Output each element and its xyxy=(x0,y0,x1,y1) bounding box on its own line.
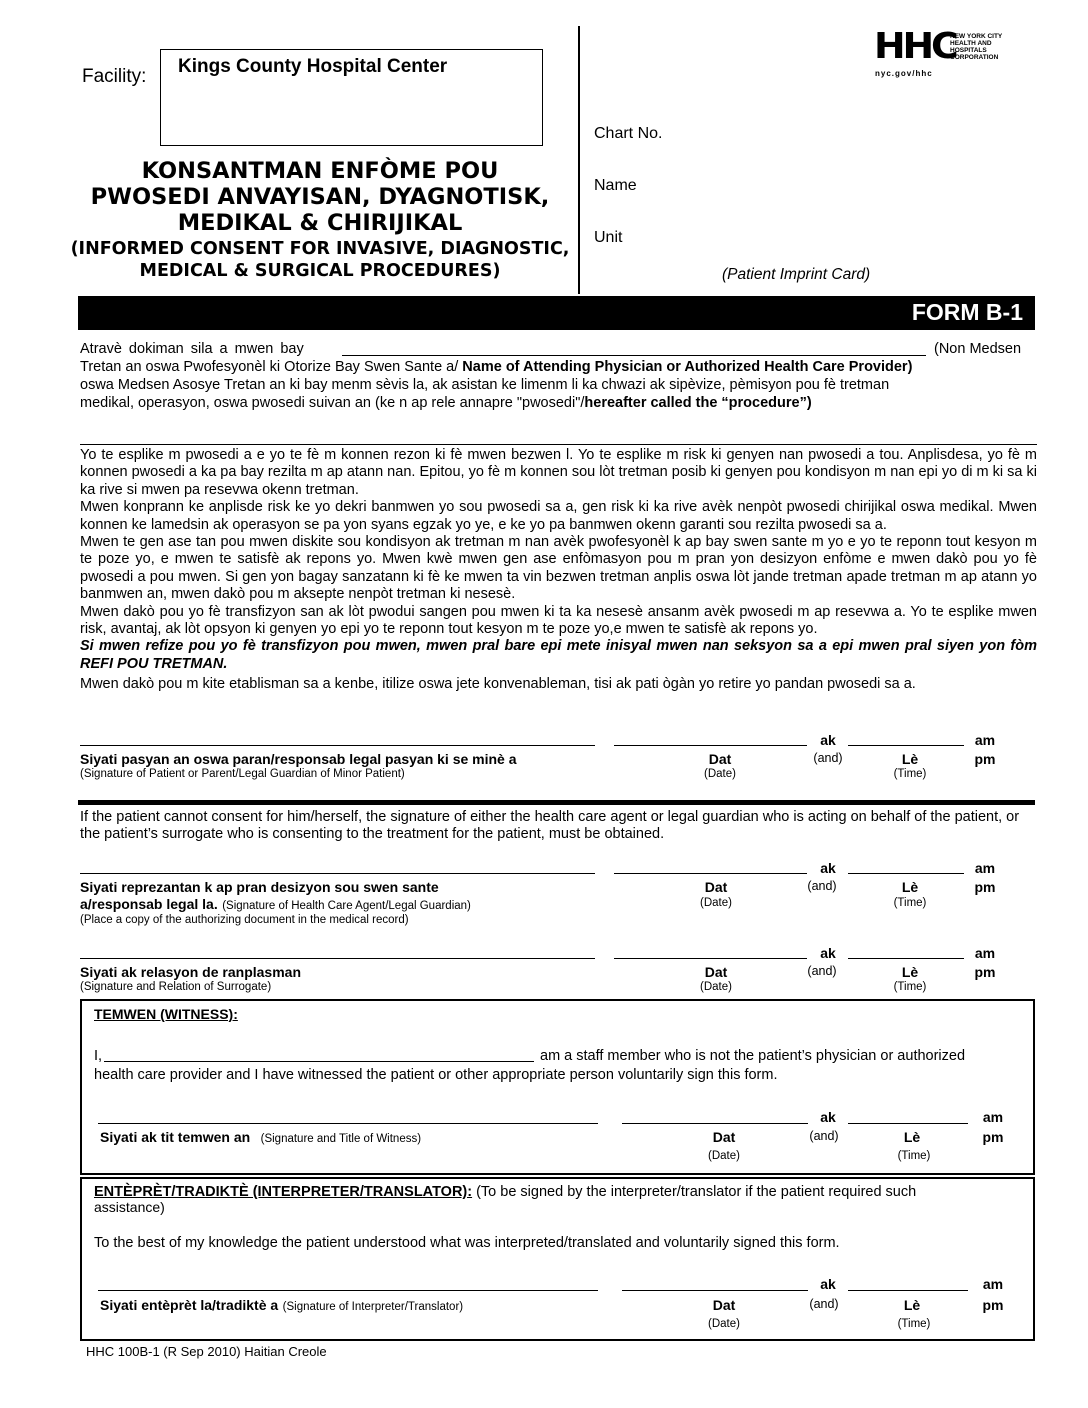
patient-am[interactable]: am xyxy=(974,732,996,748)
facility-name: Kings County Hospital Center xyxy=(178,56,448,77)
hhc-logo-letters: HHC xyxy=(874,26,956,67)
surrogate-dat: Dat xyxy=(704,964,728,980)
form-footer: HHC 100B-1 (R Sep 2010) Haitian Creole xyxy=(86,1344,327,1359)
intro-line-2-text: Tretan an oswa Pwofesyonèl ki Otorize Bay Swen Sante a/ xyxy=(80,359,463,375)
surrogate-pm[interactable]: pm xyxy=(974,964,996,980)
interpreter-section xyxy=(80,1177,1035,1341)
intro-line-3: oswa Medsen Asosye Tretan an ki bay menm sèvis la, ak asistan ke limenm li ka chwazi ak sipèvize, pèmisyon pou fè tretman xyxy=(80,377,890,393)
form-bar xyxy=(78,296,1035,330)
interpreter-pm[interactable]: pm xyxy=(982,1297,1004,1313)
witness-signature-label xyxy=(100,1129,421,1147)
surrogate-and: (and) xyxy=(807,964,837,978)
witness-heading-text: TEMWEN (WITNESS): xyxy=(94,1006,238,1022)
section-separator xyxy=(78,800,1035,805)
intro-line-2-bold: Name of Attending Physician or Authorized Health Care Provider) xyxy=(462,359,913,375)
form-title xyxy=(60,158,580,236)
hhc-logo xyxy=(874,26,1024,82)
paragraph-discussion: Mwen te gen ase tan pou mwen diskite sou kondisyon ak tretman m nan avèk pwofesyonèl k ap bay swen sante m yo e yo te reponn tout kesyon m te poze yo, e mwen te satisfè ak repons yo. Mwen kwè mwen gen ase enfòmasyon pou m pran yon desizyon enfòme e mwen dakò pou yo fè pwosedi a pou mwen. Si gen yon bagay sanzatann ki fè ke mwen ta vin bezwen tretman anplis oswa lòt jande tretman apade tretman m ap atann yo banmwen an, mwen dakò pou m aksepte nenpòt tretman ki nesesè. xyxy=(80,534,1037,603)
title-line-3: MEDIKAL & CHIRIJIKAL xyxy=(177,210,463,236)
patient-signature-sub: (Signature of Patient or Parent/Legal Guardian of Minor Patient) xyxy=(80,768,405,780)
interpreter-time-line[interactable] xyxy=(848,1290,968,1291)
interpreter-heading-note-2: assistance) xyxy=(94,1199,165,1215)
interpreter-heading-note: (To be signed by the interpreter/translator if the patient required such xyxy=(472,1184,917,1200)
paragraph-refusal: Si mwen refize pou yo fè transfizyon pou mwen, mwen pral bare epi mete inisyal mwen nan seksyon sa a epi mwen pral siyen yon fòm REFI POU TRETMAN. xyxy=(80,638,1037,672)
surrogate-signature-sub: (Signature and Relation of Surrogate) xyxy=(80,981,272,993)
agent-signature-note: (Place a copy of the authorizing document in the medical record) xyxy=(80,914,409,926)
surrogate-date-line[interactable] xyxy=(614,958,807,959)
agent-ak: ak xyxy=(820,860,836,876)
patient-dat: Dat xyxy=(708,751,732,767)
witness-name-field[interactable] xyxy=(104,1061,534,1062)
surrogate-le: Lè xyxy=(901,964,919,980)
interpreter-ak: ak xyxy=(820,1276,836,1292)
agent-date-line[interactable] xyxy=(614,873,807,874)
procedure-field[interactable] xyxy=(80,444,1037,445)
interpreter-le: Lè xyxy=(903,1297,921,1313)
interpreter-dat: Dat xyxy=(712,1297,736,1313)
facility-box xyxy=(160,49,543,146)
patient-pm[interactable]: pm xyxy=(974,751,996,767)
title-line-1: KONSANTMAN ENFÒME POU xyxy=(141,158,499,184)
subtitle-line-1: (INFORMED CONSENT FOR INVASIVE, DIAGNOSTIC, xyxy=(70,239,570,259)
intro-non-medsen: (Non Medsen xyxy=(934,341,1022,357)
surrogate-ak: ak xyxy=(820,945,836,961)
witness-sig-sub: (Signature and Title of Witness) xyxy=(260,1133,422,1145)
witness-am[interactable]: am xyxy=(982,1109,1004,1125)
witness-signature-line[interactable] xyxy=(98,1123,598,1124)
paragraph-explained: Yo te esplike m pwosedi a e yo te fè m konnen rezon ki fè mwen bezwen l. Yo te esplike m risk ki genyen nan pwosedi a tou. Anplisdesa, yo fè m konnen pwosedi a ka pa bay rezilta m ap atann nan. Epitou, yo fè m konnen sou lòt tretman posib ki genyen pou kondisyon m nan epi yo di m ki sa ki ka rive si mwen pa resevwa okenn tretman. xyxy=(80,447,1037,498)
patient-le: Lè xyxy=(901,751,919,767)
surrogate-time-caption: (Time) xyxy=(893,981,927,993)
interpreter-am[interactable]: am xyxy=(982,1276,1004,1292)
agent-le: Lè xyxy=(901,879,919,895)
subtitle-line-2: MEDICAL & SURGICAL PROCEDURES) xyxy=(139,261,501,281)
intro-line-4-bold: hereafter called the “procedure”) xyxy=(584,395,812,411)
hhc-logo-url: nyc.gov/hhc xyxy=(875,69,933,78)
intro-line-2 xyxy=(80,359,1037,376)
surrogate-signature-line[interactable] xyxy=(80,958,595,959)
agent-and: (and) xyxy=(807,879,837,893)
interpreter-date-caption: (Date) xyxy=(708,1318,740,1330)
witness-time-caption: (Time) xyxy=(897,1150,931,1162)
interpreter-heading xyxy=(94,1184,916,1201)
patient-signature-line[interactable] xyxy=(80,745,595,746)
interpreter-sig-label-text: Siyati entèprèt la/tradiktè a xyxy=(100,1297,279,1313)
witness-date-line[interactable] xyxy=(622,1123,808,1124)
consent-body xyxy=(80,447,1037,694)
witness-and: (and) xyxy=(809,1129,839,1143)
agent-time-caption: (Time) xyxy=(893,897,927,909)
interpreter-signature-line[interactable] xyxy=(98,1290,598,1291)
surrogate-am[interactable]: am xyxy=(974,945,996,961)
unit-label: Unit xyxy=(594,229,623,246)
witness-ak: ak xyxy=(820,1109,836,1125)
witness-statement-2: health care provider and I have witnessed the patient or other appropriate person voluntarily sign this form. xyxy=(94,1067,778,1083)
agent-signature-line[interactable] xyxy=(80,873,595,874)
imprint-label: (Patient Imprint Card) xyxy=(722,266,871,283)
surrogate-time-line[interactable] xyxy=(848,958,964,959)
patient-date-line[interactable] xyxy=(614,745,807,746)
paragraph-risks: Mwen konprann ke anplisde risk ke yo dekri banmwen yo sou pwosedi sa a, gen risk ki ka rive avèk nenpòt pwosedi chirijikal oswa medikal. Mwen konnen ke lamedsin ak operasyon se pa yon syans egzak yo ye, e ke yo pa banmwen okenn garanti sou rezilta pwosedi sa a. xyxy=(80,499,1037,533)
interpreter-and: (and) xyxy=(809,1297,839,1311)
interpreter-heading-text: ENTÈPRÈT/TRADIKTÈ (INTERPRETER/TRANSLATOR): xyxy=(94,1184,473,1200)
witness-i: I, xyxy=(94,1048,103,1064)
patient-ak: ak xyxy=(820,732,836,748)
agent-signature-label-2 xyxy=(80,896,471,914)
intro-line-4-text: medikal, operasyon, oswa pwosedi suivan an (ke n ap rele annapre "pwosedi"/ xyxy=(80,395,585,411)
witness-section xyxy=(80,999,1035,1175)
agent-am[interactable]: am xyxy=(974,860,996,876)
surrogate-note: If the patient cannot consent for him/herself, the signature of either the health care agent or legal guardian who is acting on behalf of the patient, or the patient’s surrogate who is consenting to the treatment for the patient, must be obtained. xyxy=(80,809,1020,843)
patient-signature-label: Siyati pasyan an oswa paran/responsab legal pasyan ki se minè a xyxy=(80,751,517,767)
physician-name-field[interactable] xyxy=(342,355,926,356)
agent-time-line[interactable] xyxy=(848,873,964,874)
witness-le: Lè xyxy=(903,1129,921,1145)
surrogate-date-caption: (Date) xyxy=(700,981,732,993)
title-line-2: PWOSEDI ANVAYISAN, DYAGNOTISK, xyxy=(90,184,550,210)
patient-date-caption: (Date) xyxy=(704,768,736,780)
logo-org-line: NEW YORK CITY xyxy=(950,33,1003,40)
chart-no-label: Chart No. xyxy=(594,125,663,142)
witness-date-caption: (Date) xyxy=(708,1150,740,1162)
form-subtitle xyxy=(60,238,580,282)
witness-statement-1: am a staff member who is not the patient’s physician or authorized xyxy=(540,1048,966,1064)
witness-sig-label-text: Siyati ak tit temwen an xyxy=(100,1129,251,1145)
agent-dat: Dat xyxy=(704,879,728,895)
agent-signature-label: Siyati reprezantan k ap pran desizyon sou swen sante xyxy=(80,879,439,895)
interpreter-time-caption: (Time) xyxy=(897,1318,931,1330)
logo-org-line: HEALTH AND xyxy=(950,40,992,47)
name-label: Name xyxy=(594,177,637,194)
paragraph-tissue: Mwen dakò pou m kite etablisman sa a kenbe, itilize oswa jete konvenableman, tisi ak pati ògàn yo retire yo pandan pwosedi sa a. xyxy=(80,676,916,693)
agent-pm[interactable]: pm xyxy=(974,879,996,895)
logo-org-line: CORPORATION xyxy=(950,54,999,61)
agent-label-2-sub: (Signature of Health Care Agent/Legal Guardian) xyxy=(222,900,471,912)
witness-time-line[interactable] xyxy=(848,1123,968,1124)
hhc-logo-org xyxy=(950,33,1002,61)
interpreter-signature-label xyxy=(100,1297,463,1315)
agent-label-2-text: a/responsab legal la. xyxy=(80,896,218,912)
intro-line-4 xyxy=(80,395,812,412)
interpreter-statement: To the best of my knowledge the patient understood what was interpreted/translated and voluntarily signed this form. xyxy=(94,1235,840,1251)
facility-label: Facility: xyxy=(82,66,147,87)
witness-pm[interactable]: pm xyxy=(982,1129,1004,1145)
patient-time-line[interactable] xyxy=(848,745,964,746)
form-number: FORM B-1 xyxy=(911,299,1023,325)
paragraph-transfusion: Mwen dakò pou yo fè transfizyon san ak lòt pwodui sangen pou mwen ki ta ka nesesè ansanm avèk pwosedi m ap resevwa a. Yo te esplike mwen risk, avantaj, ak lòt opsyon ki genyen yo epi yo te reponn tout kesyon m te poze yo,e mwen te satisfè ak repons yo. xyxy=(80,603,1037,638)
witness-dat: Dat xyxy=(712,1129,736,1145)
intro-start: Atravè dokiman sila a mwen bay xyxy=(80,341,304,357)
agent-date-caption: (Date) xyxy=(700,897,732,909)
logo-org-line: HOSPITALS xyxy=(950,47,987,54)
patient-and: (and) xyxy=(813,751,843,765)
interpreter-date-line[interactable] xyxy=(622,1290,808,1291)
witness-heading xyxy=(94,1006,238,1022)
header-divider xyxy=(578,26,580,294)
interpreter-sig-sub: (Signature of Interpreter/Translator) xyxy=(282,1301,464,1313)
surrogate-signature-label: Siyati ak relasyon de ranplasman xyxy=(80,964,301,980)
patient-time-caption: (Time) xyxy=(893,768,927,780)
